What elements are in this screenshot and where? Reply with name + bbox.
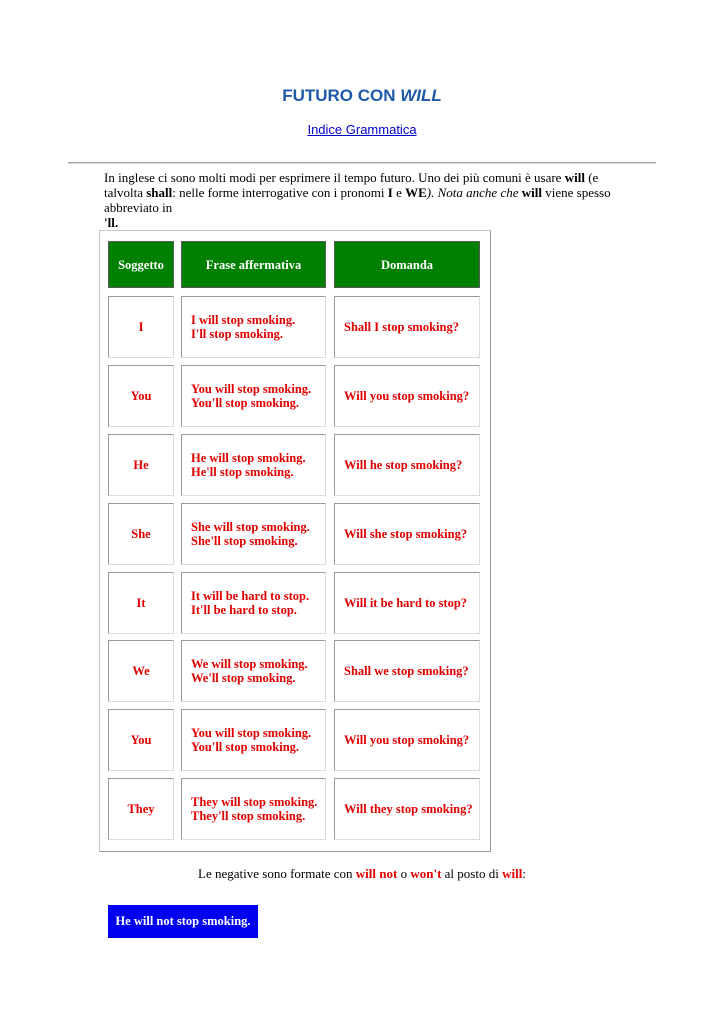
table-cell-affirmative xyxy=(181,709,326,771)
affirmative-contracted: It'll be hard to stop. xyxy=(191,603,297,617)
table-cell-subject: She xyxy=(108,503,174,565)
table-cell-question: Will you stop smoking? xyxy=(334,365,480,427)
affirmative-contracted: She'll stop smoking. xyxy=(191,534,298,548)
intro-first-letter: I xyxy=(104,170,109,185)
table-cell-affirmative xyxy=(181,365,326,427)
negative-example-box: He will not stop smoking. xyxy=(108,905,258,938)
affirmative-contracted: They'll stop smoking. xyxy=(191,809,306,823)
table-cell-question: Will she stop smoking? xyxy=(334,503,480,565)
table-cell-question: Shall we stop smoking? xyxy=(334,640,480,702)
title-main: FUTURO CON xyxy=(282,86,396,105)
table-cell-affirmative xyxy=(181,296,326,358)
affirmative-contracted: I'll stop smoking. xyxy=(191,327,284,341)
affirmative-full: You will stop smoking. xyxy=(191,726,312,740)
affirmative-full: You will stop smoking. xyxy=(191,382,312,396)
affirmative-full: She will stop smoking. xyxy=(191,520,310,534)
table-cell-subject: They xyxy=(108,778,174,840)
table-cell-affirmative xyxy=(181,434,326,496)
affirmative-contracted: You'll stop smoking. xyxy=(191,396,300,410)
page-title xyxy=(0,86,724,106)
affirmative-full: He will stop smoking. xyxy=(191,451,306,465)
affirmative-contracted: We'll stop smoking. xyxy=(191,671,296,685)
affirmative-full: I will stop smoking. xyxy=(191,313,296,327)
table-cell-affirmative xyxy=(181,778,326,840)
table-cell-question: Will you stop smoking? xyxy=(334,709,480,771)
horizontal-rule xyxy=(68,162,656,164)
table-cell-subject: I xyxy=(108,296,174,358)
affirmative-full: It will be hard to stop. xyxy=(191,589,310,603)
table-cell-subject: He xyxy=(108,434,174,496)
table-cell-subject: We xyxy=(108,640,174,702)
negative-note: Le negative sono formate con will not o won't al posto di will: xyxy=(198,866,526,881)
table-header-2: Domanda xyxy=(334,241,480,288)
affirmative-full: They will stop smoking. xyxy=(191,795,318,809)
table-cell-question: Will they stop smoking? xyxy=(334,778,480,840)
table-cell-affirmative xyxy=(181,503,326,565)
affirmative-contracted: You'll stop smoking. xyxy=(191,740,300,754)
table-header-0: Soggetto xyxy=(108,241,174,288)
table-cell-affirmative xyxy=(181,640,326,702)
table-header-1: Frase affermativa xyxy=(181,241,326,288)
table-cell-subject: You xyxy=(108,709,174,771)
table-cell-question: Shall I stop smoking? xyxy=(334,296,480,358)
title-italic: WILL xyxy=(400,86,442,105)
affirmative-full: We will stop smoking. xyxy=(191,657,308,671)
table-cell-subject: You xyxy=(108,365,174,427)
index-link[interactable]: Indice Grammatica xyxy=(307,122,417,137)
affirmative-contracted: He'll stop smoking. xyxy=(191,465,294,479)
table-cell-question: Will he stop smoking? xyxy=(334,434,480,496)
intro-paragraph: In inglese ci sono molti modi per esprimere il tempo futuro. Uno dei più comuni è usare will (e talvolta shall: nelle forme interrogative con i pronomi I e WE). Nota anche che will viene spesso abbreviato in 'll. xyxy=(104,170,611,230)
table-cell-question: Will it be hard to stop? xyxy=(334,572,480,634)
table-cell-affirmative xyxy=(181,572,326,634)
conjugation-table xyxy=(99,230,491,852)
table-cell-subject: It xyxy=(108,572,174,634)
